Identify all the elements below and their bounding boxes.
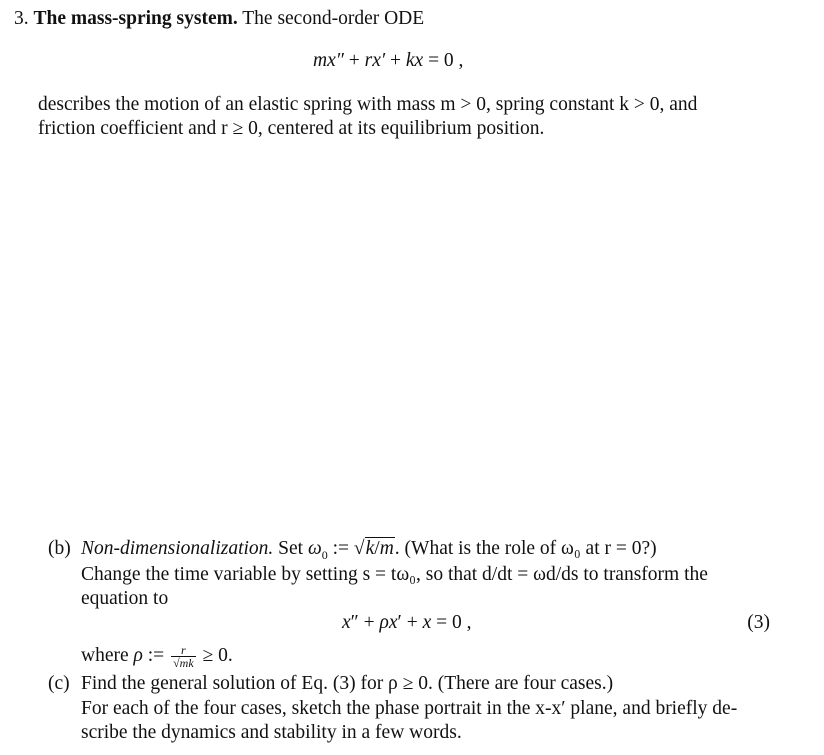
part-b-label: (b)	[48, 538, 71, 559]
description-line-2: friction coefficient and r ≥ 0, centered at its equilibrium position.	[38, 118, 545, 139]
part-c-line-3: scribe the dynamics and stability in a few words.	[81, 722, 462, 743]
part-b-title: Non-dimensionalization.	[81, 538, 274, 559]
part-b-line-2: Change the time variable by setting s = tω₀, so that d/dt = ωd/ds to transform the	[81, 564, 708, 585]
part-c-line-1: Find the general solution of Eq. (3) for ρ ≥ 0. (There are four cases.)	[81, 673, 614, 694]
part-c-line-2: For each of the four cases, sketch the phase portrait in the x-x′ plane, and briefly de-	[81, 698, 738, 719]
omega-definition: $\omega_0$ := √k/m.	[307, 538, 405, 562]
rho-definition: ρ := $\frac{r}{√mk}$ ≥ 0.	[133, 643, 233, 670]
main-equation: mx″ + rx′ + kx = 0 ,	[313, 50, 464, 71]
problem-intro: The second-order ODE	[242, 8, 425, 29]
description-line-1: describes the motion of an elastic spring with mass m > 0, spring constant k > 0, and	[38, 94, 698, 115]
part-b-question: (What is the role of ω₀ at r = 0?)	[404, 538, 657, 559]
part-b-set-text: Set	[278, 538, 304, 559]
part-c-label: (c)	[48, 673, 70, 694]
problem-header	[14, 8, 424, 30]
part-b-line-1	[81, 538, 657, 563]
part-b-where-line	[81, 644, 233, 669]
equation-number: (3)	[747, 612, 770, 633]
problem-number: 3.	[14, 8, 29, 29]
part-b-equation: x″ + ρx′ + x = 0 ,	[342, 612, 472, 633]
where-text: where	[81, 644, 129, 666]
problem-title: The mass-spring system.	[33, 8, 238, 29]
part-b-line-3: equation to	[81, 588, 169, 609]
